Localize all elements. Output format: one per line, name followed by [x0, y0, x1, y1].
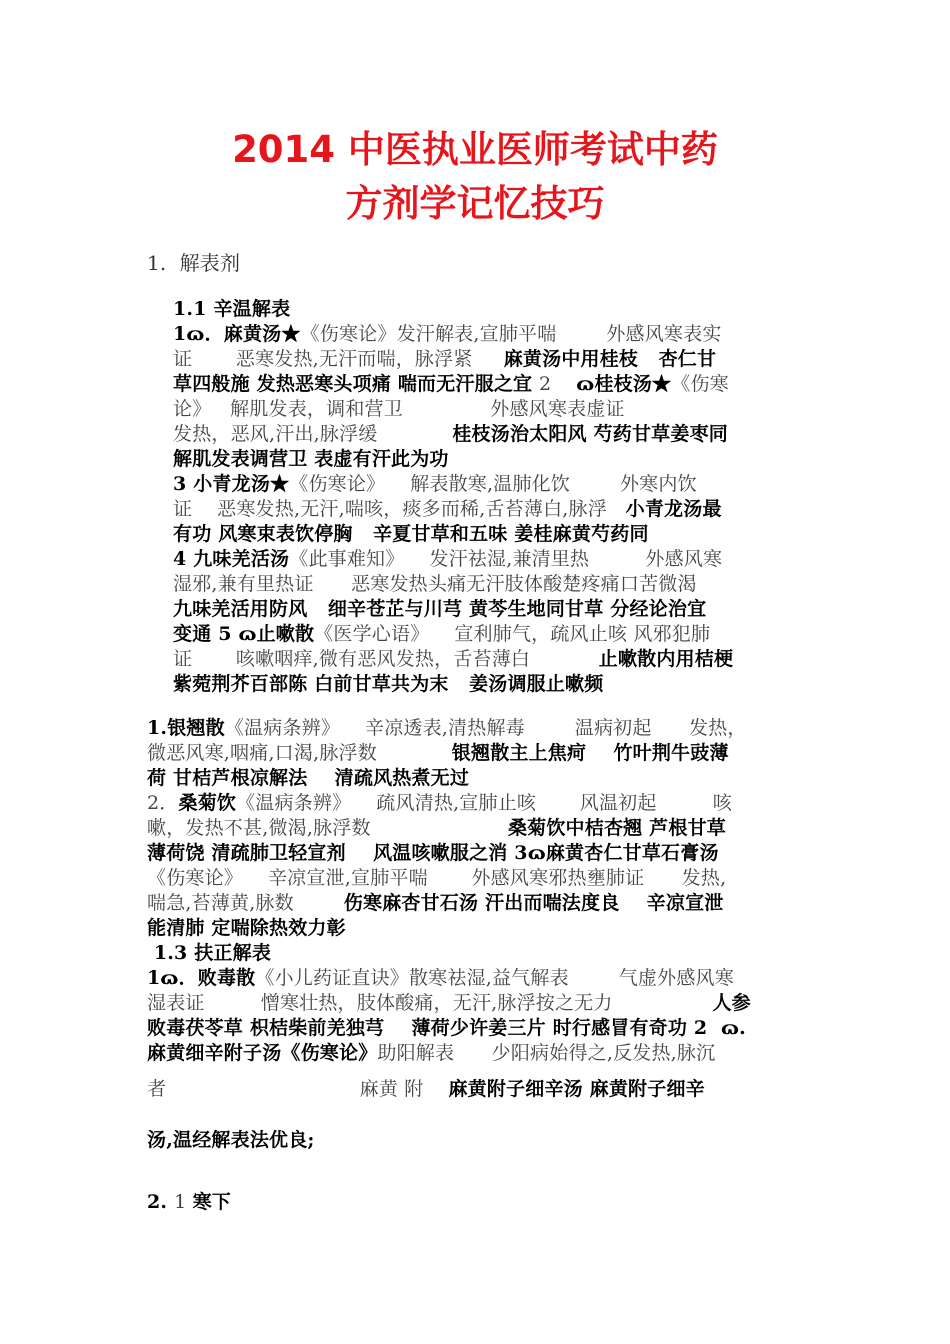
text-line: [147, 741, 729, 765]
text-line: [173, 572, 697, 596]
text-line: [147, 816, 726, 840]
text-line: [147, 766, 469, 790]
plain-text: 助阳解表 少阳病始得之,反发热,脉沉: [377, 1042, 716, 1064]
text-line: [147, 866, 726, 890]
text-line: [147, 1190, 231, 1214]
bold-text: 桑菊饮: [178, 792, 237, 814]
document-title-line2: 方剂学记忆技巧: [345, 182, 605, 225]
bold-text: 4 九味羌活汤: [173, 548, 290, 570]
text-line: [173, 372, 729, 396]
plain-text: 2．: [147, 792, 179, 814]
bold-text: 1.3 扶正解表: [147, 942, 272, 964]
plain-text: 证 咳嗽咽痒,微有恶风发热，舌苔薄白: [173, 648, 599, 670]
text-line: [147, 991, 751, 1015]
bold-text: 麻黄汤中用桂枝 杏仁甘: [503, 348, 717, 370]
plain-text: 《小儿药证直诀》散寒祛湿,益气解表 气虚外感风寒: [255, 967, 734, 989]
text-line: [173, 347, 716, 371]
text-line: [147, 1016, 746, 1040]
text-line: [147, 1128, 315, 1152]
plain-text: 《医学心语》 宣利肺气，疏风止咳 风邪犯肺: [314, 623, 711, 645]
text-line: [173, 597, 706, 621]
bold-text: 人参: [712, 992, 751, 1014]
bold-text: 草四般施 发热恶寒头项痛 喘而无汗服之宜: [173, 373, 540, 395]
plain-text: 湿邪,兼有里热证 恶寒发热头痛无汗肢体酸楚疼痛口苦微渴: [173, 573, 697, 595]
plain-text: 湿表证 憎寒壮热，肢体酸痛，无汗,脉浮按之无力: [147, 992, 713, 1014]
plain-text: 1: [174, 1191, 193, 1213]
plain-text: 2: [539, 373, 577, 395]
plain-text: 《伤寒论》 解表散寒,温肺化饮 外寒内饮: [289, 473, 697, 495]
text-line: [173, 547, 722, 571]
bold-text: 麻黄附子细辛汤 麻黄附子细辛: [448, 1078, 705, 1100]
text-line: [147, 716, 747, 740]
bold-text: 2.: [147, 1191, 175, 1213]
text-line: [173, 397, 625, 421]
bold-text: 1.银翘散: [147, 717, 225, 739]
bold-text: 败毒茯苓草 枳桔柴前羌独芎 薄荷少许姜三片 时行感冒有奇功 2 ɷ.: [147, 1017, 746, 1039]
bold-text: 1ɷ．麻黄汤★: [173, 323, 301, 345]
bold-text: 紫菀荆芥百部陈 白前甘草共为末 姜汤调服止嗽频: [173, 673, 604, 695]
text-line: [173, 472, 697, 496]
plain-text: 证 恶寒发热,无汗而喘，脉浮紧: [173, 348, 504, 370]
text-line: [173, 672, 603, 696]
text-line: [173, 622, 710, 646]
plain-text: 喘急,苔薄黄,脉数: [147, 892, 344, 914]
plain-text: 《伤寒: [671, 373, 729, 395]
text-line: [147, 1041, 715, 1065]
plain-text: 嗽，发热不甚,微渴,脉浮数: [147, 817, 508, 839]
plain-text: 微恶风寒,咽痛,口渴,脉浮数: [147, 742, 452, 764]
text-line: [147, 791, 732, 815]
text-line: [147, 891, 723, 915]
plain-text: 《温病条辨》 辛凉透表,清热解毒 温病初起 发热，: [224, 717, 747, 739]
bold-text: 1.1 辛温解表: [173, 298, 291, 320]
text-line: [173, 522, 649, 546]
bold-text: 桑菊饮中桔杏翘 芦根甘草: [507, 817, 726, 839]
bold-text: 荷 甘桔芦根凉解法 清疏风热煮无过: [147, 767, 470, 789]
plain-text: 证 恶寒发热,无汗,喘咳，痰多而稀,舌苔薄白,脉浮: [173, 498, 626, 520]
plain-text: 《温病条辨》 疏风清热,宣肺止咳 风温初起 咳: [236, 792, 732, 814]
bold-text: 汤,温经解表法优良;: [147, 1129, 315, 1151]
plain-text: 论》 解肌发表，调和营卫 外感风寒表虚证: [173, 398, 625, 420]
text-line: [147, 1077, 705, 1101]
bold-text: 桂枝汤治太阳风 芍药甘草姜枣同: [452, 423, 728, 445]
text-line: [147, 841, 719, 865]
text-line: [173, 297, 290, 321]
bold-text: 3 小青龙汤★: [173, 473, 290, 495]
bold-text: 寒下: [192, 1191, 231, 1213]
bold-text: 止嗽散内用桔梗: [598, 648, 734, 670]
plain-text: 《伤寒论》 辛凉宣泄,宣肺平喘 外感风寒邪热壅肺证 发热,: [147, 867, 727, 889]
text-line: [147, 941, 271, 965]
plain-text: 者 麻黄 附: [147, 1078, 449, 1100]
text-line: [173, 647, 733, 671]
plain-text: 《伤寒论》发汗解表,宣肺平喘 外感风寒表实: [300, 323, 722, 345]
bold-text: 麻黄细辛附子汤《伤寒论》: [147, 1042, 378, 1064]
document-title-line1: 2014 中医执业医师考试中药: [232, 128, 718, 171]
text-line: [147, 966, 734, 990]
bold-text: 有功 风寒束表饮停胸 辛夏甘草和五味 姜桂麻黄芍药同: [173, 523, 649, 545]
text-line: [173, 447, 449, 471]
bold-text: 伤寒麻杏甘石汤 汗出而喘法度良 辛凉宣泄: [343, 892, 724, 914]
bold-text: 1ɷ．败毒散: [147, 967, 256, 989]
bold-text: ɷ桂枝汤★: [576, 373, 672, 395]
bold-text: 银翘散主上焦疴 竹叶荆牛豉薄: [451, 742, 729, 764]
text-line: [173, 322, 722, 346]
text-line: [173, 497, 722, 521]
bold-text: 小青龙汤最: [625, 498, 722, 520]
text-line: [147, 916, 346, 940]
bold-text: 解肌发表调营卫 表虚有汗此为功: [173, 448, 449, 470]
bold-text: 九味羌活用防风 细辛苍芷与川芎 黄芩生地同甘草 分经论治宜: [173, 598, 707, 620]
text-line: [173, 422, 728, 446]
bold-text: 薄荷饶 清疏肺卫轻宣剂 风温咳嗽服之消 3ɷ麻黄杏仁甘草石膏汤: [147, 842, 719, 864]
plain-text: 《此事难知》 发汗祛湿,兼清里热 外感风寒: [289, 548, 723, 570]
plain-text: 发热，恶风,汗出,脉浮缓: [173, 423, 453, 445]
bold-text: 能清肺 定喘除热效力彰: [147, 917, 346, 939]
section-heading: 1. 解表剂: [147, 251, 241, 275]
bold-text: 变通 5 ɷ止嗽散: [173, 623, 315, 645]
